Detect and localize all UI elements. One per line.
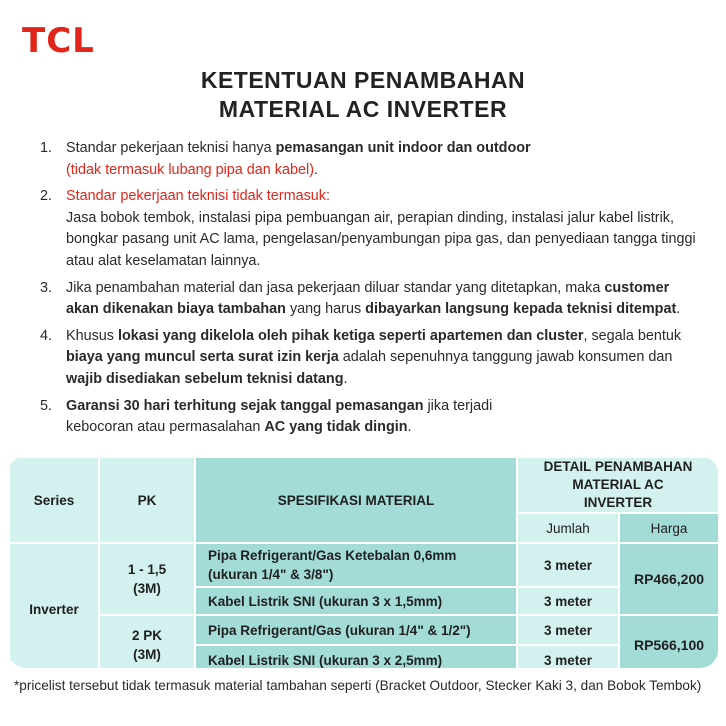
term-bold-text: biaya yang muncul serta surat izin kerja	[66, 349, 339, 366]
term-bold-text: customer akan dikenakan biaya tambahan	[66, 279, 670, 318]
term-plain-text: jika terjadi	[423, 397, 493, 414]
term-item	[40, 138, 700, 181]
term-text	[66, 186, 700, 272]
title-line-1: KETENTUAN PENAMBAHAN	[200, 67, 526, 93]
term-item	[40, 396, 700, 439]
header-pk: PK	[99, 457, 195, 543]
tcl-logo: TCL	[22, 21, 95, 61]
term-number: 1.	[40, 140, 53, 156]
term-number: 3.	[40, 279, 53, 296]
term-plain-text: Khusus	[66, 327, 118, 344]
spec-cell: Kabel Listrik SNI (ukuran 3 x 1,5mm)	[195, 587, 517, 615]
series-cell: Inverter	[9, 543, 99, 668]
harga-cell-2: RP566,100	[619, 615, 718, 668]
jumlah-cell: 3 meter	[517, 543, 619, 587]
term-bold-text: lokasi yang dikelola oleh pihak ketiga seperti apartemen dan cluster	[118, 327, 584, 344]
pk-cell-1: 1 - 1,5 (3M)	[99, 543, 195, 615]
footnote: *pricelist tersebut tidak termasuk material tambahan seperti (Bracket Outdoor, Stecker Kaki 3, dan Bobok Tembok)	[14, 678, 702, 693]
header-detail: DETAIL PENAMBAHAN MATERIAL AC INVERTER	[517, 457, 718, 513]
term-item	[40, 186, 700, 272]
term-plain-text: kebocoran atau permasalahan	[66, 419, 265, 436]
term-text	[66, 278, 700, 321]
term-red-text: Standar pekerjaan teknisi tidak termasuk:	[66, 188, 330, 205]
term-number: 5.	[40, 397, 53, 414]
term-plain-text: .	[407, 419, 412, 436]
term-bold-text: wajib disediakan sebelum teknisi datang	[66, 370, 344, 387]
header-series: Series	[9, 457, 99, 543]
spec-cell: Pipa Refrigerant/Gas (ukuran 1/4" & 1/2")	[195, 615, 517, 645]
term-plain-text: yang harus	[285, 301, 366, 318]
jumlah-cell: 3 meter	[517, 615, 619, 645]
term-plain-text: Jika penambahan material dan jasa pekerjaan diluar standar yang ditetapkan, maka	[66, 279, 605, 296]
term-plain-text: Jasa bobok tembok, instalasi pipa pembuangan air, perapian dinding, instalasi jalur kabel listrik, bongkar pasang unit AC lama, pengelasan/penyambungan pipa gas, dan penyediaan tangga tinggi atau alat keselamatan lainnya.	[66, 209, 696, 269]
term-number: 2.	[40, 188, 53, 205]
term-plain-text: adalah sepenuhnya tanggung jawab konsumen dan	[338, 349, 673, 366]
header-harga: Harga	[619, 513, 718, 543]
pk-cell-2: 2 PK (3M)	[99, 615, 195, 668]
material-table	[8, 456, 718, 668]
term-bold-text: pemasangan unit indoor dan outdoor	[275, 140, 531, 156]
term-red-text: (tidak termasuk lubang pipa dan kabel)	[66, 161, 314, 178]
term-plain-text: Standar pekerjaan teknisi hanya	[66, 140, 276, 156]
terms-list	[40, 138, 700, 444]
term-text	[66, 326, 700, 391]
term-plain-text: .	[676, 301, 681, 318]
header-spec: SPESIFIKASI MATERIAL	[195, 457, 517, 543]
term-plain-text: , segala bentuk	[583, 327, 682, 344]
term-item	[40, 278, 700, 321]
harga-cell-1: RP466,200	[619, 543, 718, 615]
term-item	[40, 326, 700, 391]
term-bold-text: Garansi 30 hari terhitung sejak tanggal pemasangan	[66, 397, 424, 414]
jumlah-cell: 3 meter	[517, 645, 619, 668]
page-title	[0, 66, 726, 124]
term-bold-text: dibayarkan langsung kepada teknisi ditempat	[365, 301, 677, 318]
term-text	[66, 396, 700, 439]
term-plain-text: .	[314, 161, 318, 178]
term-number: 4.	[40, 327, 53, 344]
spec-cell: Kabel Listrik SNI (ukuran 3 x 2,5mm)	[195, 645, 517, 668]
jumlah-cell: 3 meter	[517, 587, 619, 615]
term-bold-text: AC yang tidak dingin	[264, 419, 408, 436]
title-line-2: MATERIAL AC INVERTER	[218, 96, 508, 122]
spec-cell: Pipa Refrigerant/Gas Ketebalan 0,6mm (ukuran 1/4" & 3/8")	[195, 543, 517, 587]
term-text	[66, 138, 700, 181]
term-plain-text: .	[343, 370, 348, 387]
header-jumlah: Jumlah	[517, 513, 619, 543]
